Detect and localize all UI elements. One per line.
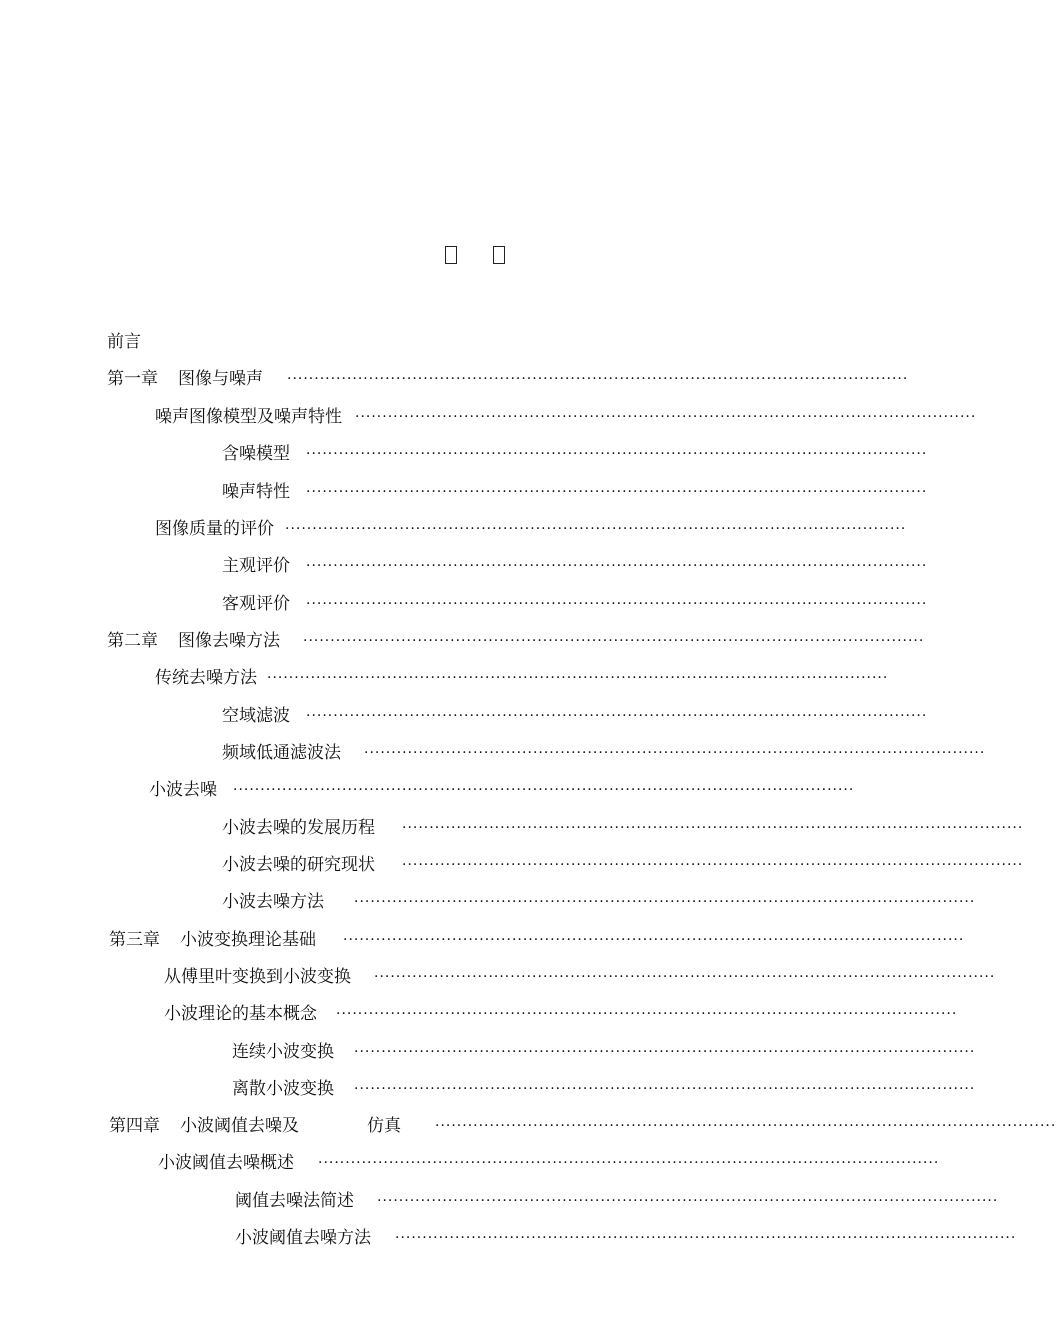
toc-entry-section[interactable] <box>158 1151 940 1175</box>
dot-leader: ·················································································································· <box>285 521 907 537</box>
toc-entry-label: 小波变换理论基础 <box>180 930 316 950</box>
toc-entry-chapter-3[interactable] <box>109 928 965 952</box>
dot-leader: ·················································································································· <box>395 1230 1017 1246</box>
toc-entry-label: 噪声图像模型及噪声特性 <box>155 407 342 427</box>
dot-leader: ·················································································································· <box>435 1118 1056 1134</box>
toc-entry-label: 主观评价 <box>222 556 290 576</box>
dot-leader: ·················································································································· <box>377 1193 999 1209</box>
toc-entry-subsection[interactable] <box>222 704 928 728</box>
toc-entry-subsection[interactable] <box>222 592 928 616</box>
toc-entry-preface[interactable] <box>107 330 847 354</box>
toc-entry-section[interactable] <box>164 1002 958 1026</box>
dot-leader: ·················································································································· <box>267 670 889 686</box>
toc-entry-label: 图像质量的评价 <box>155 519 274 539</box>
toc-entry-section[interactable] <box>164 965 996 989</box>
toc-entry-section[interactable] <box>155 405 977 429</box>
dot-leader: ·················································································································· <box>402 857 1024 873</box>
toc-entry-label: 前言 <box>107 332 141 352</box>
toc-entry-label: 客观评价 <box>222 594 290 614</box>
toc-entry-label: 小波理论的基本概念 <box>164 1004 317 1024</box>
toc-entry-label: 从傅里叶变换到小波变换 <box>164 967 351 987</box>
toc-entry-label: 频域低通滤波法 <box>222 743 341 763</box>
dot-leader: ·················································································································· <box>306 596 928 612</box>
toc-entry-label-suffix: 仿真 <box>367 1116 401 1136</box>
toc-entry-section[interactable] <box>155 666 889 690</box>
toc-entry-label: 离散小波变换 <box>232 1079 334 1099</box>
toc-entry-subsection[interactable] <box>222 816 1024 840</box>
toc-entry-label: 连续小波变换 <box>232 1042 334 1062</box>
toc-entry-label: 小波去噪的发展历程 <box>222 818 375 838</box>
toc-entry-subsection[interactable] <box>235 1189 999 1213</box>
toc-entry-chapter: 第三章 <box>109 930 160 950</box>
toc-entry-label: 含噪模型 <box>222 444 290 464</box>
toc-entry-label: 图像与噪声 <box>178 369 263 389</box>
toc-entry-chapter-2[interactable] <box>107 629 925 653</box>
toc-entry-label: 噪声特性 <box>222 482 290 502</box>
dot-leader: ·················································································································· <box>306 446 928 462</box>
dot-leader: ·················································································································· <box>306 558 928 574</box>
dot-leader: ·················································································································· <box>306 708 928 724</box>
toc-entry-label: 小波去噪方法 <box>222 892 324 912</box>
dot-leader: ·················································································································· <box>354 1044 976 1060</box>
missing-glyph-icon <box>445 246 457 264</box>
toc-entry-subsection[interactable] <box>222 554 928 578</box>
dot-leader: ·················································································································· <box>354 894 976 910</box>
toc-entry-label: 传统去噪方法 <box>155 668 257 688</box>
dot-leader: ·················································································································· <box>402 820 1024 836</box>
toc-entry-label: 小波去噪的研究现状 <box>222 855 375 875</box>
toc-entry-chapter-4[interactable] <box>109 1114 1056 1138</box>
missing-glyph-icon <box>493 246 505 264</box>
toc-entry-section[interactable] <box>149 778 855 802</box>
toc-entry-label: 图像去噪方法 <box>178 631 280 651</box>
toc-entry-subsection[interactable] <box>222 741 986 765</box>
toc-entry-chapter: 第四章 <box>109 1116 160 1136</box>
toc-heading <box>0 244 950 265</box>
dot-leader: ·················································································································· <box>364 745 986 761</box>
toc-entry-chapter-1[interactable] <box>107 367 909 391</box>
dot-leader: ·················································································································· <box>354 1081 976 1097</box>
dot-leader: ·················································································································· <box>303 633 925 649</box>
dot-leader: ·················································································································· <box>343 932 965 948</box>
dot-leader: ·················································································································· <box>374 969 996 985</box>
dot-leader: ·················································································································· <box>233 782 855 798</box>
toc-entry-subsection[interactable] <box>222 480 928 504</box>
dot-leader: ·················································································································· <box>336 1006 958 1022</box>
toc-entry-subsection[interactable] <box>222 890 976 914</box>
toc-entry-subsection[interactable] <box>235 1226 1017 1250</box>
toc-entry-label: 小波去噪 <box>149 780 217 800</box>
toc-entry-chapter: 第二章 <box>107 631 158 651</box>
toc-entry-label: 小波阈值去噪及 <box>180 1116 299 1136</box>
toc-entry-chapter: 第一章 <box>107 369 158 389</box>
dot-leader: ·················································································································· <box>355 409 977 425</box>
toc-entry-subsection[interactable] <box>232 1077 976 1101</box>
dot-leader: ·················································································································· <box>306 484 928 500</box>
toc-entry-label: 阈值去噪法简述 <box>235 1191 354 1211</box>
toc-entry-subsection[interactable] <box>222 442 928 466</box>
toc-entry-section[interactable] <box>155 517 907 541</box>
toc-entry-subsection[interactable] <box>222 853 1024 877</box>
dot-leader: ·················································································································· <box>318 1155 940 1171</box>
toc-entry-label: 空域滤波 <box>222 706 290 726</box>
toc-entry-subsection[interactable] <box>232 1040 976 1064</box>
toc-entry-label: 小波阈值去噪概述 <box>158 1153 294 1173</box>
toc-entry-label: 小波阈值去噪方法 <box>235 1228 371 1248</box>
dot-leader: ·················································································································· <box>287 371 909 387</box>
